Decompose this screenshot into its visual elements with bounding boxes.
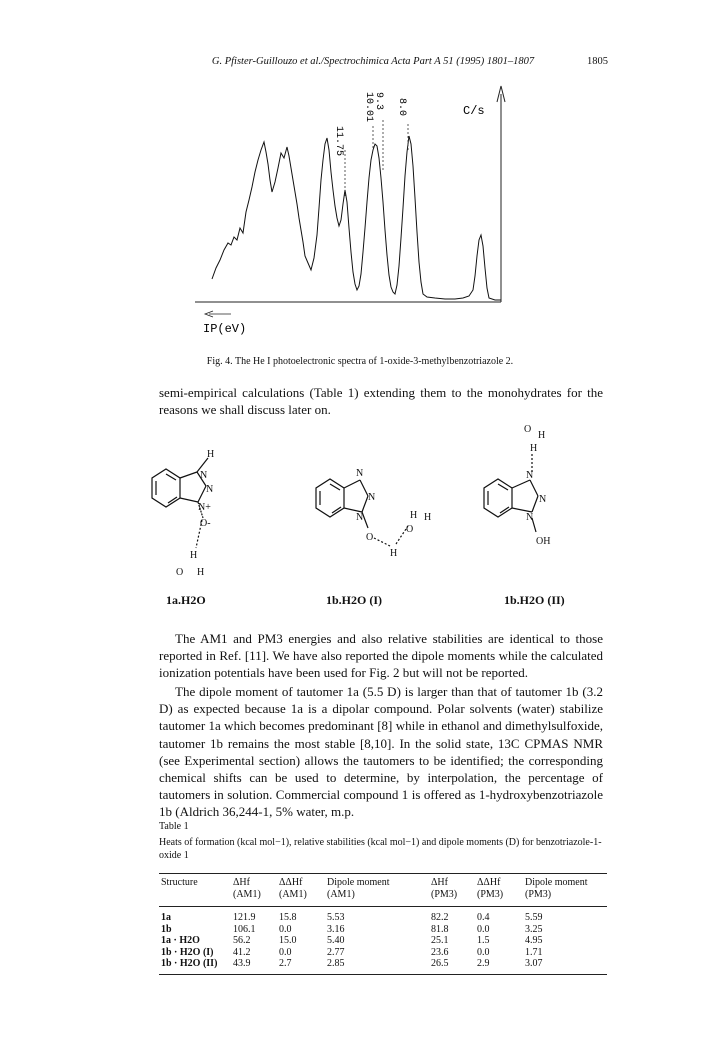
figure-caption: Fig. 4. The He I photoelectronic spectra of 1-oxide-3-methylbenzotriazole 2. xyxy=(206,356,514,367)
peak-label: 8.0 xyxy=(396,98,407,117)
table-cell: 23.6 xyxy=(431,946,449,958)
spectrum-trace xyxy=(212,136,501,300)
atom-label: N xyxy=(206,484,214,495)
intensity-unit-label: C/s xyxy=(463,104,485,118)
atom-label: O xyxy=(366,532,374,543)
structure-label-1b-h2o-i: 1b.H2O (I) xyxy=(326,593,383,607)
atom-label: H xyxy=(538,430,546,441)
running-head: G. Pfister-Guillouzo et al./Spectrochimica Acta Part A 51 (1995) 1801–1807 xyxy=(211,56,535,67)
atom-label: OH xyxy=(536,536,551,547)
peak-label: 9.3 xyxy=(373,92,384,111)
table-cell: 0.0 xyxy=(477,923,490,935)
table-cell: 3.07 xyxy=(523,958,607,974)
table-row xyxy=(159,907,607,924)
atom-label: N xyxy=(539,494,547,505)
column-header: Dipole moment (PM3) xyxy=(525,877,588,900)
column-header: ΔHf (AM1) xyxy=(233,877,261,900)
column-header: ΔΔHf (AM1) xyxy=(279,877,307,900)
table-cell: 1.5 xyxy=(477,935,490,946)
atom-label: N xyxy=(356,512,364,523)
table-cell: 15.8 xyxy=(279,912,297,923)
atom-label: N+ xyxy=(198,502,211,513)
table-cell: 0.0 xyxy=(477,946,490,958)
peak-label: 10.01 xyxy=(363,92,374,123)
table-cell: 25.1 xyxy=(431,935,449,946)
table-cell: 2.85 xyxy=(325,958,429,974)
peak-label: 11.75 xyxy=(333,126,344,157)
photoelectron-spectrum-figure xyxy=(195,80,515,342)
atom-label: O xyxy=(176,567,184,578)
table-cell: 5.53 xyxy=(327,912,345,923)
table-row xyxy=(159,924,607,936)
table-cell: 0.0 xyxy=(279,946,292,958)
column-header: ΔHf (PM3) xyxy=(431,877,458,900)
ip-axis-label: IP(eV) xyxy=(203,322,247,336)
atom-label: N xyxy=(356,468,364,479)
table-title: Heats of formation (kcal mol−1), relative stabilities (kcal mol−1) and dipole moments (D) for benzotriazole-1-oxide 1 xyxy=(159,837,602,861)
atom-label: H xyxy=(530,443,538,454)
table-cell: 81.8 xyxy=(431,923,449,935)
table-cell: 15.0 xyxy=(279,935,297,946)
table-cell: 1b · H2O (I) xyxy=(161,946,214,958)
table-cell: 2.9 xyxy=(475,958,523,974)
column-header: ΔΔHf (PM3) xyxy=(477,877,504,900)
atom-label: H xyxy=(390,548,398,559)
structure-label-1a-h2o: 1a.H2O xyxy=(166,593,206,607)
table-cell: 2.7 xyxy=(277,958,325,974)
page-number: 1805 xyxy=(587,56,608,67)
table-cell: 0.4 xyxy=(477,912,490,923)
atom-label: H xyxy=(197,567,205,578)
atom-label: H xyxy=(424,512,432,523)
atom-label: N xyxy=(368,492,376,503)
paragraph-energies: The AM1 and PM3 energies and also relative stabilities are identical to those reported in Ref. [11]. We have also reported the dipole moments while the calculated ionization potentials have been used for Fig. 2 but will not be reported. xyxy=(159,631,603,681)
structure-label-1b-h2o-ii: 1b.H2O (II) xyxy=(504,593,565,607)
table-cell: 3.16 xyxy=(327,923,345,935)
column-header: Dipole moment (AM1) xyxy=(327,877,390,900)
data-table xyxy=(159,873,607,975)
table-cell: 56.2 xyxy=(233,935,251,946)
table-cell: 41.2 xyxy=(233,946,251,958)
paragraph-intro: semi-empirical calculations (Table 1) extending them to the monohydrates for the reasons we shall discuss later on. xyxy=(159,385,603,418)
table-label: Table 1 xyxy=(159,821,189,832)
table-row xyxy=(159,947,607,959)
table-cell: 121.9 xyxy=(233,912,256,923)
table-cell: 5.59 xyxy=(525,912,543,923)
atom-label: N xyxy=(200,470,208,481)
table-cell: 1b xyxy=(161,923,172,935)
atom-label: O- xyxy=(200,518,211,529)
table-cell: 4.95 xyxy=(525,935,543,946)
column-header: Structure xyxy=(161,877,198,888)
table-cell: 106.1 xyxy=(233,923,256,935)
atom-label: O xyxy=(406,524,414,535)
table-row xyxy=(159,935,607,947)
table-cell: 3.25 xyxy=(525,923,543,935)
table-cell: 0.0 xyxy=(279,923,292,935)
table-header-row xyxy=(159,874,607,907)
table-cell: 1b · H2O (II) xyxy=(159,958,231,974)
table-row xyxy=(159,958,607,974)
chemical-structures xyxy=(140,420,580,590)
table-cell: 2.77 xyxy=(327,946,345,958)
atom-label: N xyxy=(526,470,534,481)
table-cell: 82.2 xyxy=(431,912,449,923)
table-cell: 43.9 xyxy=(231,958,277,974)
atom-label: H xyxy=(190,550,198,561)
atom-label: H xyxy=(410,510,418,521)
data-table-container xyxy=(159,873,607,975)
atom-label: H xyxy=(207,449,215,460)
table-cell: 26.5 xyxy=(429,958,475,974)
table-cell: 5.40 xyxy=(327,935,345,946)
table-cell: 1a xyxy=(161,912,171,923)
paragraph-dipole: The dipole moment of tautomer 1a (5.5 D) is larger than that of tautomer 1b (3.2 D) as expected because 1a is a dipolar compound. Polar solvents (water) stabilize tautomer 1a which becomes predominant [8] while in ethanol and dimethylsulfoxide, tautomer 1b remains the most stable [8,10]. In the solid state, 13C CPMAS NMR (see Experimental section) allows the tautomers to be identified; the corresponding chemical shifts can be used to determine, by interpolation, the percentage of tautomers in solution. Commercial compound 1 is offered as 1-hydroxybenzotriazole 1b (Aldrich 36,244-1, 5% water, m.p. xyxy=(159,684,603,820)
atom-label: N xyxy=(526,512,534,523)
table-cell: 1a · H2O xyxy=(161,935,200,946)
atom-label: O xyxy=(524,424,532,435)
table-cell: 1.71 xyxy=(525,946,543,958)
